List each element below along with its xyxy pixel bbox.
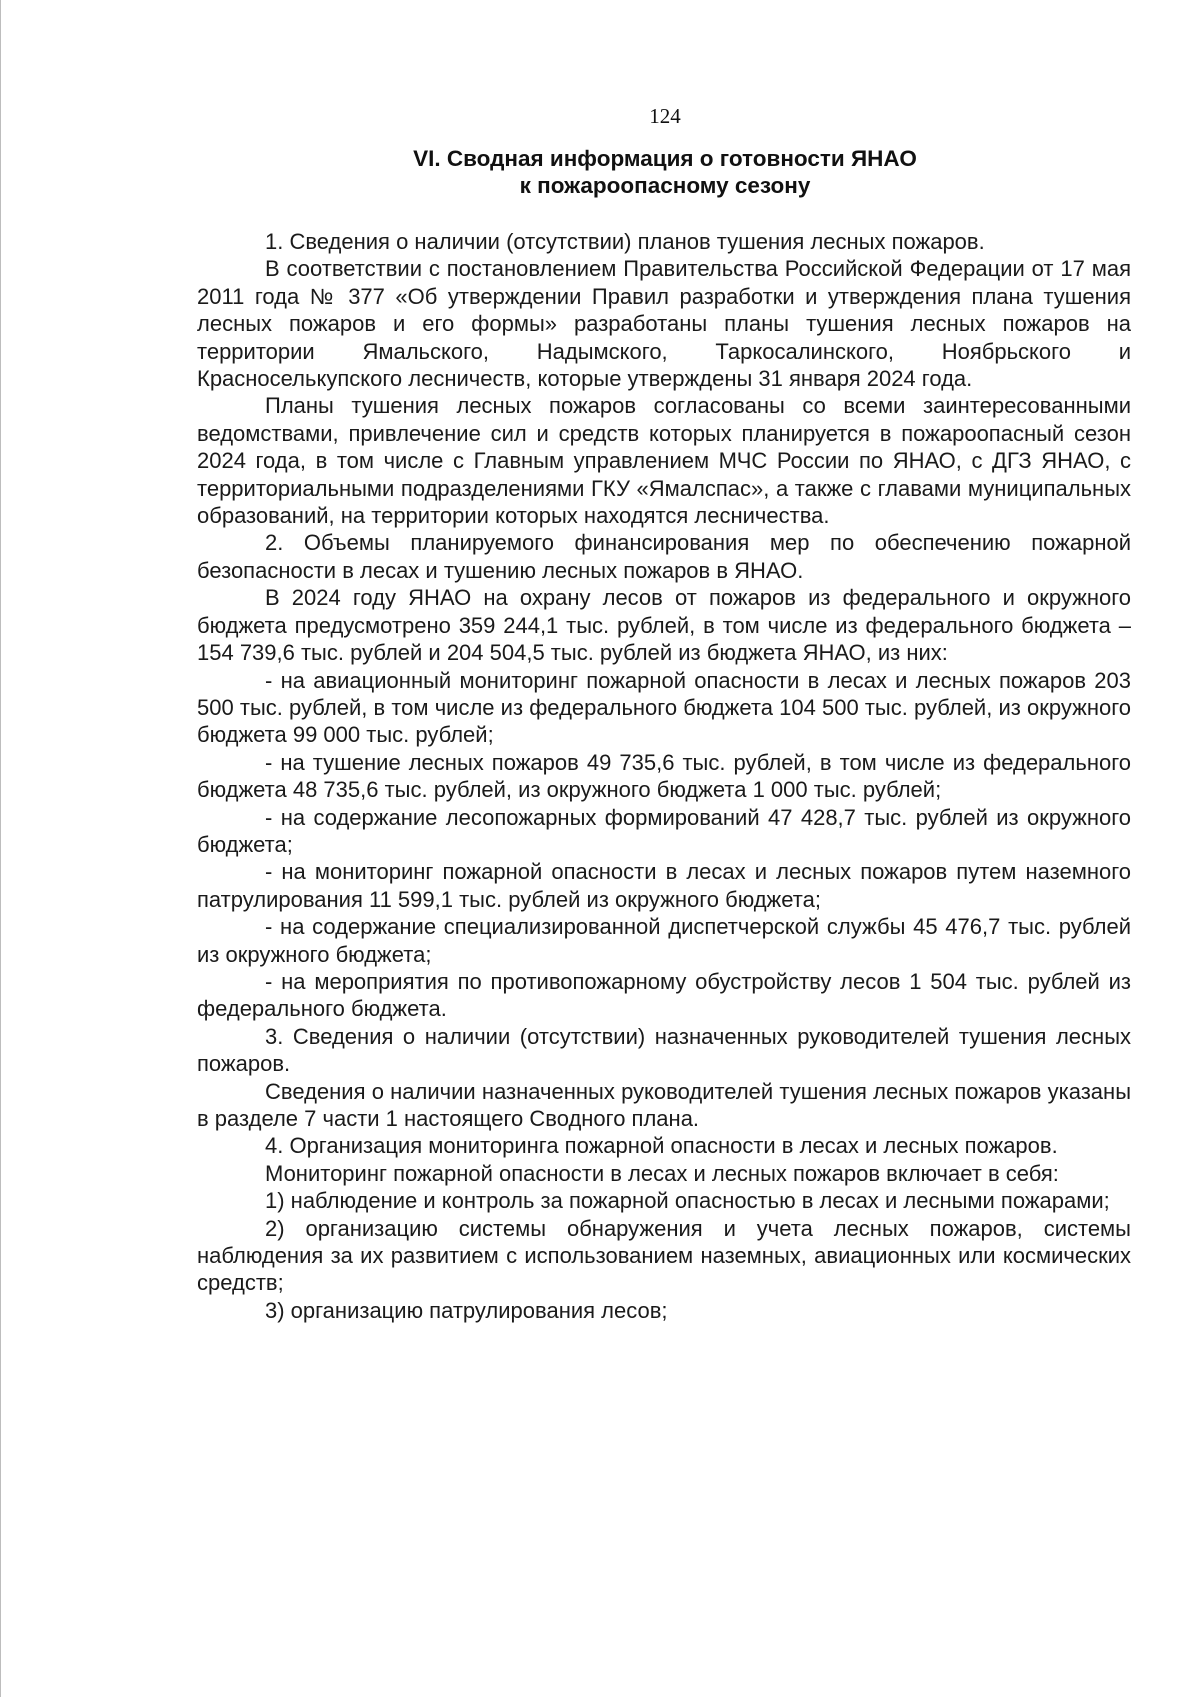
paragraph-plans-approval: В соответствии с постановлением Правительства Российской Федерации от 17 мая 2011 года № 377 «Об утверждении Правил разработки и утверждения плана тушения лесных пожаров и его формы» разработаны планы тушения лесных пожаров на территории Ямальского, Надымского, Таркосалинского, Ноябрьского и Красноселькупского лесничеств, которые утверждены 31 января 2024 года.: [197, 256, 1131, 392]
page-number: 124: [649, 104, 681, 128]
list-item-observation: 1) наблюдение и контроль за пожарной опасностью в лесах и лесными пожарами;: [265, 1188, 1110, 1214]
paragraph-funding-heading: 2. Объемы планируемого финансирования мер по обеспечению пожарной безопасности в лесах и тушению лесных пожаров в ЯНАО.: [197, 530, 1131, 583]
paragraph-funding-total: В 2024 году ЯНАО на охрану лесов от пожаров из федерального и окружного бюджета предусмотрено 359 244,1 тыс. рублей, в том числе из федерального бюджета – 154 739,6 тыс. рублей и 204 504,5 тыс. рублей из бюджета ЯНАО, из них:: [197, 585, 1131, 666]
list-item-patrol-organization: 3) организацию патрулирования лесов;: [265, 1297, 668, 1323]
list-item-fire-prevention: - на мероприятия по противопожарному обустройству лесов 1 504 тыс. рублей из федерального бюджета.: [197, 968, 1131, 1022]
body-text: [197, 228, 1131, 1324]
list-item-fire-units: - на содержание лесопожарных формирований 47 428,7 тыс. рублей из окружного бюджета;: [197, 804, 1131, 857]
paragraph-monitoring-heading: 4. Организация мониторинга пожарной опасности в лесах и лесных пожаров.: [265, 1133, 1058, 1159]
list-item-ground-patrol: - на мониторинг пожарной опасности в лесах и лесных пожаров путем наземного патрулирования 11 599,1 тыс. рублей из окружного бюджета;: [197, 859, 1131, 912]
list-item-dispatch-service: - на содержание специализированной диспетчерской службы 45 476,7 тыс. рублей из окружного бюджета;: [197, 914, 1131, 967]
section-heading-line-2: к пожароопасному сезону: [519, 173, 811, 198]
list-item-detection-system: 2) организацию системы обнаружения и учета лесных пожаров, системы наблюдения за их развитием с использованием наземных, авиационных или космических средств;: [197, 1215, 1131, 1296]
section-heading-line-1: VI. Сводная информация о готовности ЯНАО: [413, 146, 917, 171]
list-item-fire-suppression: - на тушение лесных пожаров 49 735,6 тыс. рублей, в том числе из федерального бюджета 48 735,6 тыс. рублей, из окружного бюджета 1 000 тыс. рублей;: [197, 749, 1131, 803]
paragraph-monitoring-includes: Мониторинг пожарной опасности в лесах и лесных пожаров включает в себя:: [265, 1160, 1059, 1186]
section-heading: [1, 145, 1200, 199]
paragraph-plans-agreement: Планы тушения лесных пожаров согласованы со всеми заинтересованными ведомствами, привлечение сил и средств которых планируется в пожароопасный сезон 2024 года, в том числе с Главным управлением МЧС России по ЯНАО, с ДГЗ ЯНАО, с территориальными подразделениями ГКУ «Ямалспас», а также с главами муниципальных образований, на территории которых находятся лесничества.: [197, 393, 1131, 529]
list-item-aviation-monitoring: - на авиационный мониторинг пожарной опасности в лесах и лесных пожаров 203 500 тыс. рублей, в том числе из федерального бюджета 104 500 тыс. рублей, из окружного бюджета 99 000 тыс. рублей;: [197, 667, 1131, 748]
paragraph-plans-heading: 1. Сведения о наличии (отсутствии) планов тушения лесных пожаров.: [265, 229, 985, 254]
paragraph-leaders-heading: 3. Сведения о наличии (отсутствии) назначенных руководителей тушения лесных пожаров.: [197, 1023, 1131, 1077]
paragraph-leaders-reference: Сведения о наличии назначенных руководителей тушения лесных пожаров указаны в разделе 7 части 1 настоящего Сводного плана.: [197, 1078, 1131, 1131]
